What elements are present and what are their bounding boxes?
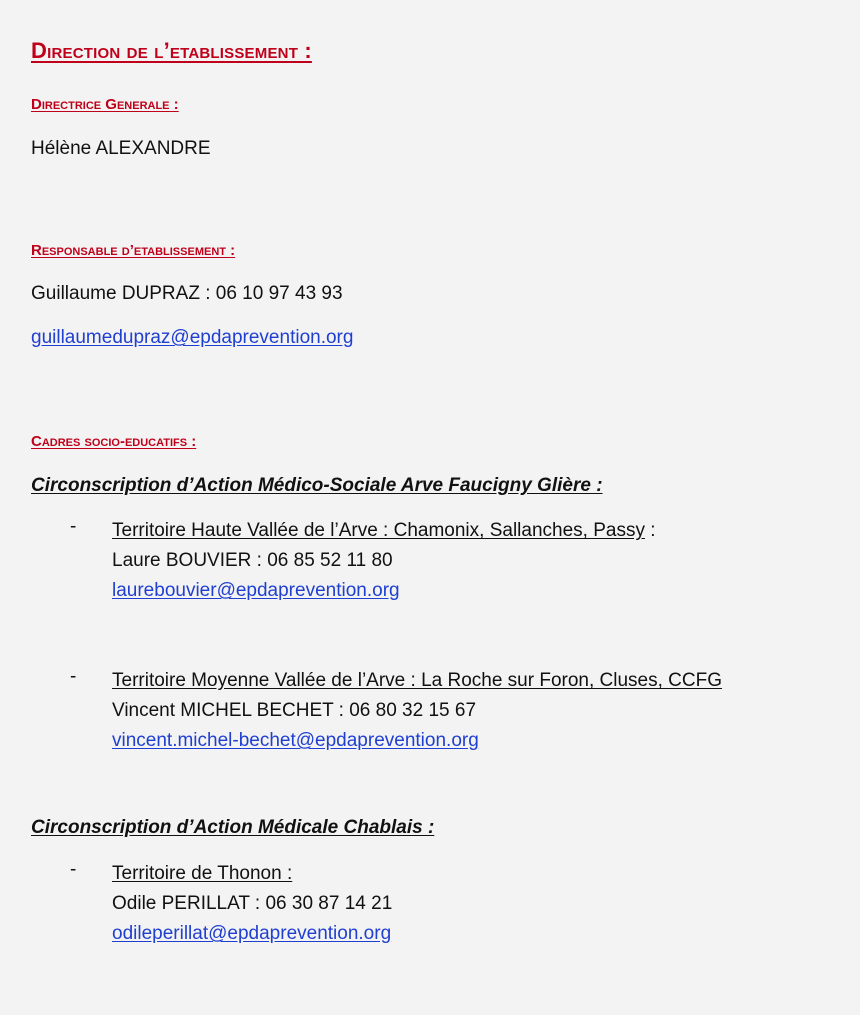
territoire-name-line — [112, 859, 392, 889]
responsable-contact: Guillaume DUPRAZ : 06 10 97 43 93 — [31, 283, 343, 304]
responsable-email-line — [31, 327, 353, 349]
territoire-contact: Laure BOUVIER : 06 85 52 11 80 — [112, 550, 393, 571]
list-dash: - — [70, 516, 77, 537]
territoire-email-line — [112, 726, 722, 756]
list-dash: - — [70, 859, 77, 880]
directrice-name: Hélène ALEXANDRE — [31, 138, 211, 159]
responsable-heading: Responsable d’etablissement : — [31, 242, 236, 259]
territoire-details — [112, 859, 392, 949]
territoire-email-link[interactable]: laurebouvier@epdaprevention.org — [112, 580, 400, 601]
territoire-email-line — [112, 576, 656, 606]
territoire-email-line — [112, 919, 392, 949]
territoire-name: Territoire Haute Vallée de l’Arve : Chamonix, Sallanches, Passy — [112, 520, 645, 541]
territoire-name: Territoire de Thonon : — [112, 863, 293, 884]
territoire-contact: Vincent MICHEL BECHET : 06 80 32 15 67 — [112, 700, 477, 721]
territoire-contact: Odile PERILLAT : 06 30 87 14 21 — [112, 893, 393, 914]
territoire-name-line — [112, 666, 722, 696]
territoire-name-suffix: : — [644, 520, 656, 541]
territoire-email-link[interactable]: odileperillat@epdaprevention.org — [112, 923, 392, 944]
list-dash: - — [70, 666, 77, 687]
territoire-name-line — [112, 516, 656, 546]
responsable-email-link[interactable]: guillaumedupraz@epdaprevention.org — [31, 327, 354, 348]
territoire-email-link[interactable]: vincent.michel-bechet@epdaprevention.org — [112, 730, 479, 751]
page-title: Direction de l’etablissement : — [31, 38, 312, 63]
cadres-heading: Cadres socio-educatifs : — [31, 433, 197, 450]
territoire-details — [112, 666, 722, 756]
circonscription-title: Circonscription d’Action Médico-Sociale Arve Faucigny Glière : — [31, 475, 603, 496]
territoire-details — [112, 516, 656, 606]
territoire-name: Territoire Moyenne Vallée de l’Arve : La Roche sur Foron, Cluses, CCFG — [112, 670, 723, 691]
directrice-heading: Directrice Generale : — [31, 96, 179, 113]
circonscription-title: Circonscription d’Action Médicale Chablais : — [31, 817, 435, 838]
